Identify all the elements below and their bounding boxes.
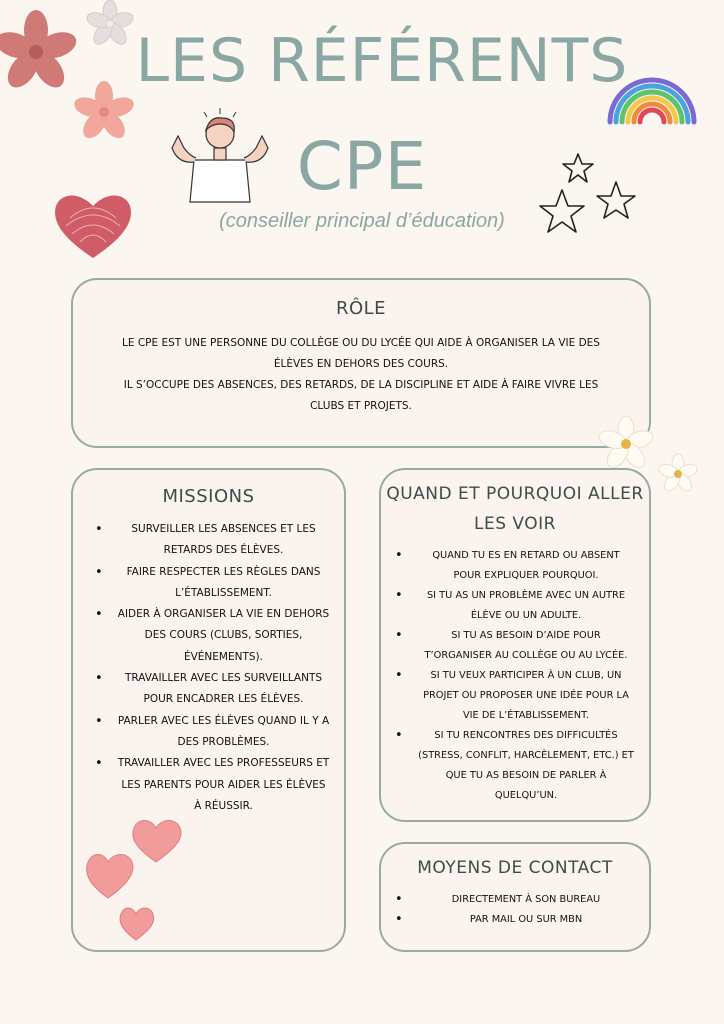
list-item: • AIDER À ORGANISER LA VIE EN DEHORS DES COURS (CLUBS, SORTIES, ÉVÉNEMENTS). [117, 604, 330, 668]
role-text [73, 333, 649, 417]
list-item: • DIRECTEMENT À SON BUREAU [417, 890, 635, 910]
role-line: ÉLÈVES EN DEHORS DES COURS. [273, 358, 449, 370]
role-line: IL S’OCCUPE DES ABSENCES, DES RETARDS, DE LA DISCIPLINE ET AIDE À FAIRE VIVRE LES [123, 379, 599, 391]
list-item: • SURVEILLER LES ABSENCES ET LES RETARDS DES ÉLÈVES. [117, 519, 330, 562]
role-line: LE CPE EST UNE PERSONNE DU COLLÈGE OU DU LYCÉE QUI AIDE À ORGANISER LA VIE DES [122, 337, 600, 349]
when-list [417, 546, 635, 806]
when-box [379, 468, 651, 822]
list-item: • QUAND TU ES EN RETARD OU ABSENT POUR EXPLIQUER POURQUOI. [417, 546, 635, 586]
role-heading: RÔLE [335, 298, 387, 319]
contact-box [379, 842, 651, 952]
missions-heading: MISSIONS [162, 486, 255, 507]
list-item: • SI TU RENCONTRES DES DIFFICULTÉS (STRESS, CONFLIT, HARCÈLEMENT, ETC.) ET QUE TU AS BESOIN DE PARLER À QUELQU’UN. [417, 726, 635, 806]
list-item: • FAIRE RESPECTER LES RÈGLES DANS L’ÉTABLISSEMENT. [117, 562, 330, 605]
list-item: • TRAVAILLER AVEC LES SURVEILLANTS POUR ENCADRER LES ÉLÈVES. [117, 668, 330, 711]
when-heading-line1: QUAND ET POURQUOI ALLER [386, 484, 644, 504]
page-subtitle: (conseiller principal d’éducation) [219, 210, 505, 232]
missions-list [117, 519, 330, 817]
list-item: • PAR MAIL OU SUR MBN [417, 910, 635, 930]
list-item: • TRAVAILLER AVEC LES PROFESSEURS ET LES PARENTS POUR AIDER LES ÉLÈVES À RÉUSSIR. [117, 753, 330, 817]
hearts-decoration-icon [84, 810, 194, 950]
list-item: • SI TU VEUX PARTICIPER À UN CLUB, UN PROJET OU PROPOSER UNE IDÉE POUR LA VIE DE L’ÉTABLISSEMENT. [417, 666, 635, 726]
role-line: CLUBS ET PROJETS. [310, 400, 412, 412]
page-title-line1: LES RÉFÉRENTS [135, 26, 629, 96]
list-item: • PARLER AVEC LES ÉLÈVES QUAND IL Y A DES PROBLÈMES. [117, 711, 330, 754]
page-title-line2: CPE [296, 128, 428, 205]
list-item: • SI TU AS BESOIN D’AIDE POUR T’ORGANISER AU COLLÈGE OU AU LYCÉE. [417, 626, 635, 666]
contact-list [417, 890, 635, 930]
when-heading-line2: LES VOIR [474, 514, 556, 534]
contact-heading: MOYENS DE CONTACT [417, 858, 613, 878]
role-box [71, 278, 651, 448]
list-item: • SI TU AS UN PROBLÈME AVEC UN AUTRE ÉLÈVE OU UN ADULTE. [417, 586, 635, 626]
